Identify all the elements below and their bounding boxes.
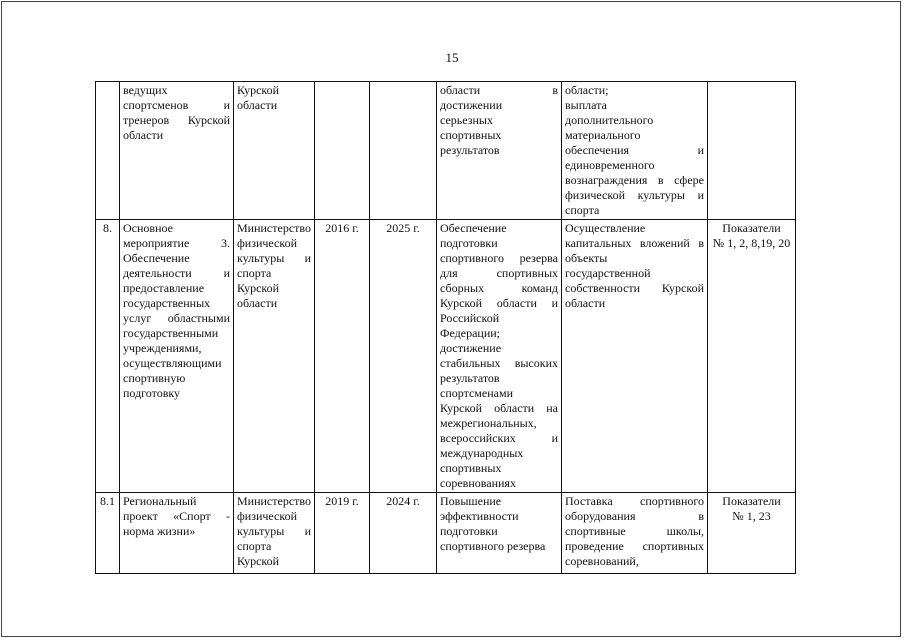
cell-text-line: собственности Курской bbox=[565, 281, 704, 295]
page-number: 15 bbox=[445, 50, 459, 65]
cell-text-line: подготовки bbox=[440, 236, 498, 250]
cell-text-line: спорта bbox=[565, 203, 600, 217]
cell-text-line: спортивных bbox=[440, 461, 502, 475]
cell-text-line: культуры и bbox=[237, 524, 311, 538]
cell-end-year: 2024 г. bbox=[370, 493, 437, 574]
cell-text-line: капитальных вложений в bbox=[565, 236, 704, 250]
cell-expected-result bbox=[437, 82, 562, 220]
cell-text-line: тренеров Курской bbox=[123, 113, 230, 127]
cell-text-line: эффективности bbox=[440, 509, 519, 523]
cell-text-line: дополнительного bbox=[565, 113, 654, 127]
cell-text-line: соревнований, bbox=[565, 554, 639, 568]
cell-number bbox=[96, 82, 120, 220]
cell-text-line: соревнованиях bbox=[440, 476, 516, 490]
cell-start-year: 2019 г. bbox=[315, 493, 370, 574]
cell-text-line: культуры и bbox=[237, 251, 311, 265]
cell-text-line: спортсменов и bbox=[123, 98, 230, 112]
cell-end-year bbox=[370, 82, 437, 220]
cell-text-line: Обеспечение bbox=[123, 251, 190, 265]
cell-text-line: выплата bbox=[565, 98, 607, 112]
cell-text-line: оборудования в bbox=[565, 509, 704, 523]
cell-text-line: подготовки bbox=[440, 524, 498, 538]
cell-text-line: Курской bbox=[237, 281, 280, 295]
cell-text-line: предоставление bbox=[123, 281, 205, 295]
cell-text-line: спортивную bbox=[123, 371, 186, 385]
cell-text-line: физической культуры и bbox=[565, 188, 704, 202]
cell-text-line: серьезных bbox=[440, 113, 493, 127]
cell-text-line: Показатели bbox=[722, 221, 781, 235]
cell-number: 8. bbox=[96, 220, 120, 493]
table-row bbox=[96, 82, 796, 220]
cell-text-line: области bbox=[237, 296, 278, 310]
cell-text-line: Курской области и bbox=[440, 296, 558, 310]
cell-consequences bbox=[562, 82, 708, 220]
cell-text-line: подготовку bbox=[123, 386, 181, 400]
cell-text-line: материального bbox=[565, 128, 641, 142]
cell-text-line: услуг областными bbox=[123, 311, 230, 325]
cell-expected-result bbox=[437, 493, 562, 574]
cell-text-line: Российской bbox=[440, 311, 500, 325]
cell-start-year: 2016 г. bbox=[315, 220, 370, 493]
cell-text-line: Региональный bbox=[123, 494, 197, 508]
cell-text-line: государственными bbox=[123, 326, 219, 340]
cell-text-line: Федерации; bbox=[440, 326, 501, 340]
cell-text-line: спорта bbox=[237, 539, 272, 553]
cell-start-year bbox=[315, 82, 370, 220]
table-row bbox=[96, 493, 796, 574]
cell-executor bbox=[234, 493, 315, 574]
cell-text-line: проект «Спорт - bbox=[123, 509, 230, 523]
cell-indicators bbox=[708, 82, 796, 220]
cell-text-line: вознаграждения в сфере bbox=[565, 173, 704, 187]
cell-text-line: № 1, 23 bbox=[732, 509, 771, 523]
cell-text-line: Показатели bbox=[722, 494, 781, 508]
cell-text-line: Курской bbox=[237, 83, 280, 97]
cell-text-line: Осуществление bbox=[565, 221, 646, 235]
cell-text-line: Министерство bbox=[237, 494, 311, 508]
cell-text-line: достижении bbox=[440, 98, 503, 112]
cell-text-line: физической bbox=[237, 509, 297, 523]
measures-table bbox=[95, 81, 796, 574]
cell-text-line: спорта bbox=[237, 266, 272, 280]
cell-text-line: спортсменами bbox=[440, 386, 513, 400]
cell-text-line: области bbox=[237, 98, 278, 112]
cell-consequences bbox=[562, 220, 708, 493]
cell-text-line: ведущих bbox=[123, 83, 168, 97]
cell-text-line: области; bbox=[565, 83, 609, 97]
cell-indicators bbox=[708, 220, 796, 493]
cell-measure-name bbox=[120, 493, 234, 574]
cell-text-line: результатов bbox=[440, 143, 500, 157]
cell-text-line: всероссийских и bbox=[440, 431, 558, 445]
cell-text-line: результатов bbox=[440, 371, 500, 385]
cell-text-line: Повышение bbox=[440, 494, 502, 508]
cell-text-line: Министерство bbox=[237, 221, 311, 235]
cell-indicators bbox=[708, 493, 796, 574]
cell-expected-result bbox=[437, 220, 562, 493]
cell-text-line: проведение спортивных bbox=[565, 539, 704, 553]
cell-text-line: деятельности и bbox=[123, 266, 230, 280]
table-row bbox=[96, 220, 796, 493]
cell-text-line: № 1, 2, 8,19, 20 bbox=[712, 236, 791, 250]
cell-text-line: спортивных bbox=[440, 128, 502, 142]
cell-text-line: сборных команд bbox=[440, 281, 558, 295]
cell-text-line: стабильных высоких bbox=[440, 356, 558, 370]
cell-text-line: государственных bbox=[123, 296, 211, 310]
cell-text-line: норма жизни» bbox=[123, 524, 196, 538]
cell-text-line: спортивного резерва bbox=[440, 251, 558, 265]
cell-text-line: области bbox=[565, 296, 606, 310]
cell-text-line: международных bbox=[440, 446, 524, 460]
cell-end-year: 2025 г. bbox=[370, 220, 437, 493]
cell-text-line: Обеспечение bbox=[440, 221, 507, 235]
cell-text-line: Курской области на bbox=[440, 401, 558, 415]
cell-text-line: учреждениями, bbox=[123, 341, 202, 355]
cell-measure-name bbox=[120, 82, 234, 220]
cell-text-line: единовременного bbox=[565, 158, 655, 172]
cell-text-line: физической bbox=[237, 236, 297, 250]
cell-text-line: для спортивных bbox=[440, 266, 558, 280]
cell-number: 8.1 bbox=[96, 493, 120, 574]
cell-executor bbox=[234, 220, 315, 493]
cell-text-line: области в bbox=[440, 83, 558, 97]
cell-text-line: межрегиональных, bbox=[440, 416, 537, 430]
cell-text-line: Поставка спортивного bbox=[565, 494, 704, 508]
cell-text-line: обеспечения и bbox=[565, 143, 704, 157]
cell-executor bbox=[234, 82, 315, 220]
cell-text-line: Основное bbox=[123, 221, 173, 235]
cell-consequences bbox=[562, 493, 708, 574]
cell-text-line: спортивные школы, bbox=[565, 524, 704, 538]
cell-text-line: области bbox=[123, 128, 164, 142]
cell-text-line: государственной bbox=[565, 266, 651, 280]
cell-text-line: мероприятие 3. bbox=[123, 236, 230, 250]
cell-text-line: объекты bbox=[565, 251, 608, 265]
cell-text-line: осуществляющими bbox=[123, 356, 222, 370]
cell-measure-name bbox=[120, 220, 234, 493]
cell-text-line: Курской bbox=[237, 554, 280, 568]
cell-text-line: достижение bbox=[440, 341, 502, 355]
cell-text-line: спортивного резерва bbox=[440, 539, 546, 553]
